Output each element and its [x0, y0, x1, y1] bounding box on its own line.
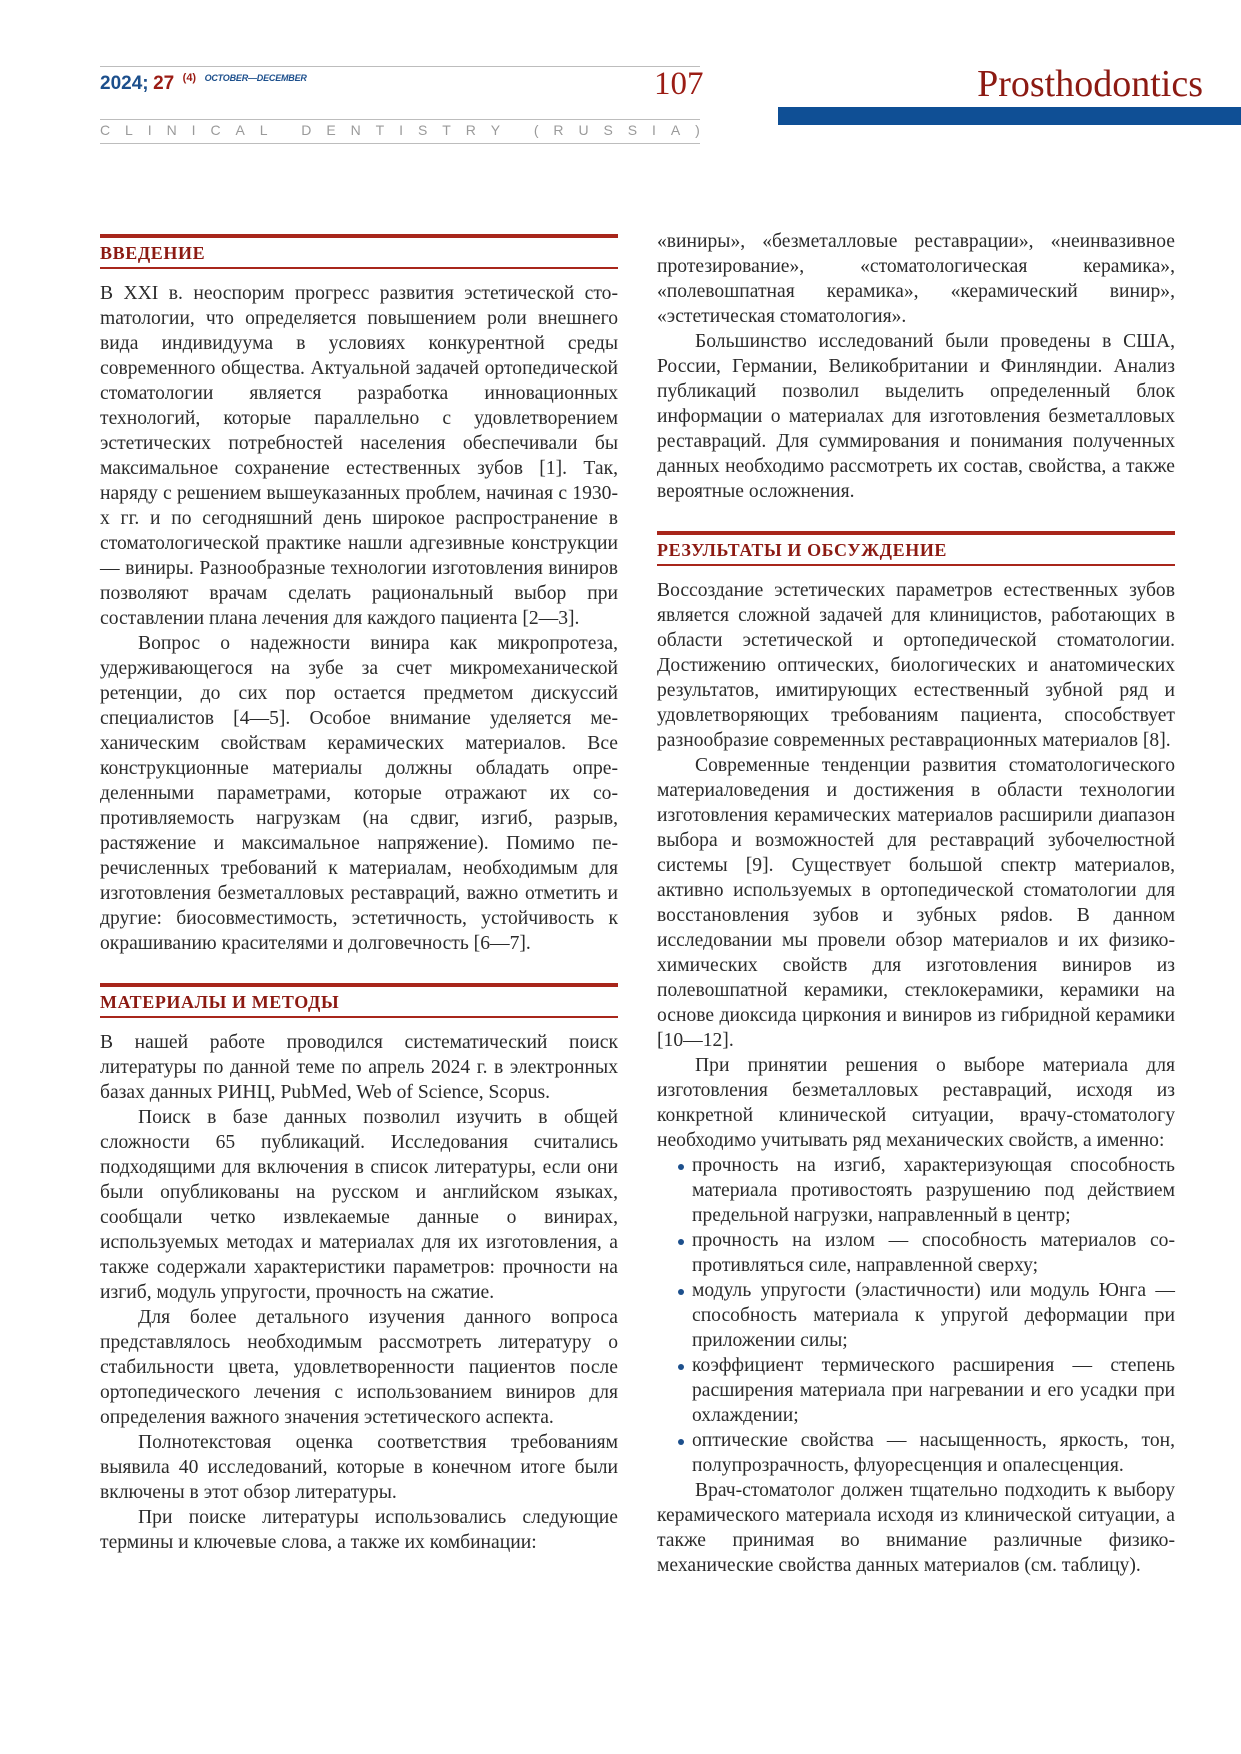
- journal-letter: I: [652, 122, 656, 138]
- journal-letter: S: [417, 122, 428, 138]
- issue-period: OCTOBER—DECEMBER: [204, 73, 307, 83]
- journal-letter: C: [210, 122, 221, 138]
- journal-name: [100, 122, 700, 138]
- paragraph: Поиск в базе данных позволил изучить в общей сложности 65 публикаций. Исследования считались подходящими для включения в список литературы, если они были опубликованы на русском и английском языках, сообщали четко извлекаемые данные о винирах, используемых методах и материалах для их изготовления, а также содержали характеристики параметров: прочности на изгиб, модуль упругости, прочность на сжатие.: [100, 1107, 618, 1303]
- journal-letter: S: [603, 122, 613, 138]
- journal-letter: L: [259, 122, 268, 138]
- issue-volume: 27: [153, 73, 175, 94]
- journal-letter: E: [326, 122, 336, 138]
- section-title: МАТЕРИАЛЫ И МЕТОДЫ: [100, 992, 340, 1012]
- paragraph: Полнотекстовая оценка соответствия требованиям выявила 40 исследований, которые в конечном итоге были включены в этот обзор литературы.: [100, 1432, 618, 1503]
- section-heading-intro: [100, 234, 618, 269]
- journal-letter: S: [627, 122, 638, 138]
- journal-letter: D: [301, 122, 312, 138]
- section-title: РЕЗУЛЬТАТЫ И ОБСУЖДЕНИЕ: [657, 540, 948, 560]
- header-top-rule: [100, 66, 700, 67]
- list-item: прочность на изгиб, характеризующая способность материала противостоять разрушению под действием предельной нагрузки, направленный в центр;: [677, 1153, 1175, 1228]
- issue-year: 2024;: [100, 73, 149, 94]
- paragraph: В XXI в. неоспорим прогресс развития эстетической стоmатологии, что определяется повышением роли внешнего вида индивидуума в условиях конкурентной среды современного общества. Актуальной задачей ортопедической стоматологии является разработка инновационных технологий, которые параллельно с удовлетворением эстетических потребностей населения обеспечивали бы максимальное сохранение естественных зубов [1]. Так, наряду с решением вышеуказанных проблем, начиная с 1930-х гг. и по сегодняшний день широкое распространение в стоматологической практике нашли адгезивные конструкции — виниры. Разнообразные технологии изготовления виниров позволяют врачам сделать рациональный выбор при составлении плана лечения для каждого пациента [2—3].: [100, 283, 618, 629]
- journal-letter: I: [147, 122, 152, 138]
- section-title: ВВЕДЕНИЕ: [100, 243, 206, 263]
- paragraph: «виниры», «безметалловые реставрации», «неинвазивное протезирование», «стоматологическая керамика», «полевошпатная керамика», «керамический винир», «эстетическая стоматология».: [657, 231, 1175, 327]
- list-item: прочность на излом — способность материалов сопротивляться силе, направленной сверху;: [677, 1228, 1175, 1278]
- paragraph: Воссоздание эстетических параметров естественных зубов является сложной задачей для клиницистов, работающих в области эстетической и ортопедической стоматологии. Достижению оптических, биологических и анатомических результатов, имитирующих естественный зубной ряд и удовлетворяющих требованиям пациента, способствует разнообразие современных реставрационных материалов [8].: [657, 580, 1175, 751]
- journal-letter: T: [442, 122, 451, 138]
- list-item: коэффициент термического расширения — степень расширения материала при нагревании и его усадки при охлаждении;: [677, 1353, 1175, 1428]
- paragraph: В нашей работе проводился систематический поиск литературы по данной теме по апрель 2024 г. в электронных базах данных РИНЦ, PubMed, Web of Science, Scopus.: [100, 1032, 618, 1103]
- left-column: [100, 234, 618, 1555]
- journal-letter: N: [350, 122, 361, 138]
- page-number: 107: [654, 66, 704, 102]
- journal-letter: C: [100, 122, 111, 138]
- paragraph: Современные тенденции развития стоматологического материаловедения и достижения в области технологии изготовления керамических материалов расширили диапазон выбора и возможностей для реставраций зубочелюстной системы [9]. Существует большой спектр материалов, активно используемых в ортопедической стоматологии для восстановления зубов и зубных ряdов. В данном исследовании мы провели обзор материалов и их физико-химических свойств для изготовления виниров из полевошпатной керамики, стеклокерамики, керамики на основе диоксида циркония и виниров из гибридной керамики [10—12].: [657, 755, 1175, 1051]
- list-item: модуль упругости (эластичности) или модуль Юнга — способность материала к упругой деформации при приложении силы;: [677, 1278, 1175, 1353]
- journal-letter: I: [399, 122, 404, 138]
- journal-letter: T: [375, 122, 385, 138]
- paragraph: Вопрос о надежности винира как микропротеза, удерживающегося на зубе за счет микромеханической ретенции, до сих пор остается предметом дискуссий специалистов [4—5]. Особое внимание уделяется механическим свойствам керамических материалов. Все конструкционные материалы должны обладать определенными параметрами, которые отражают их сопротивляемость нагрузкам (на сдвиг, изгиб, разрыв, растяжение и максимальное напряжение). Помимо перечисленных требований к материалам, необходимым для изготовления безметалловых реставраций, важно отметить и другие: биосовместимость, эстетичность, устойчивость к окрашиванию красителями и долговечность [6—7].: [100, 633, 618, 954]
- journal-letter: L: [125, 122, 133, 138]
- journal-letter: R: [553, 122, 564, 138]
- journal-letter: Y: [490, 122, 501, 138]
- section-color-bar: [778, 107, 1241, 125]
- list-item: оптические свойства — насыщенность, яркость, тон, полупрозрачность, флуоресценция и опалесценция.: [677, 1428, 1175, 1478]
- header-mid-rule: [100, 119, 700, 120]
- section-heading-methods: [100, 983, 618, 1018]
- journal-letter: [282, 122, 286, 138]
- properties-list: [657, 1153, 1175, 1478]
- journal-letter: [515, 122, 519, 138]
- paragraph: При принятии решения о выборе материала для изготовления безметалловых реставраций, исходя из конкретной клинической ситуации, врачу-стоматологу необходимо учитывать ряд механических свойств, а именно:: [657, 1055, 1175, 1151]
- section-label: Prosthodontics: [977, 63, 1203, 105]
- journal-letter: I: [191, 122, 196, 138]
- issue-number: (4): [182, 72, 197, 84]
- journal-letter: (: [533, 122, 539, 138]
- issue-info: [100, 72, 307, 95]
- journal-letter: ): [695, 122, 700, 138]
- paragraph: Врач-стоматолог должен тщательно подходить к выбору керамического материала исходя из клинической ситуации, а также принимая во внимание различные физико-механические свойства данных материалов (см. таблицу).: [657, 1480, 1175, 1576]
- section-heading-results: [657, 531, 1175, 566]
- right-column: [657, 229, 1175, 1578]
- journal-letter: U: [578, 122, 589, 138]
- journal-letter: R: [465, 122, 476, 138]
- paragraph: Большинство исследований были проведены в США, России, Германии, Великобритании и Финляндии. Анализ публикаций позволил выделить определенный блок информации о материалах для изготовления безметалловых реставраций. Для суммирования и понимания полученных данных необходимо рассмотреть их состав, свойства, а также вероятные осложнения.: [657, 331, 1175, 502]
- paragraph: При поиске литературы использовались следующие термины и ключевые слова, а также их комбинации:: [100, 1507, 618, 1553]
- journal-letter: A: [235, 122, 245, 138]
- header-bottom-rule: [100, 143, 700, 144]
- journal-letter: N: [166, 122, 177, 138]
- paragraph: Для более детального изучения данного вопроса представлялось необходимым рассмотреть литературу о стабильности цвета, удовлетворенности пациентов после ортопедического лечения с использованием виниров для определения важного значения эстетического аспекта.: [100, 1307, 618, 1428]
- journal-letter: A: [670, 122, 681, 138]
